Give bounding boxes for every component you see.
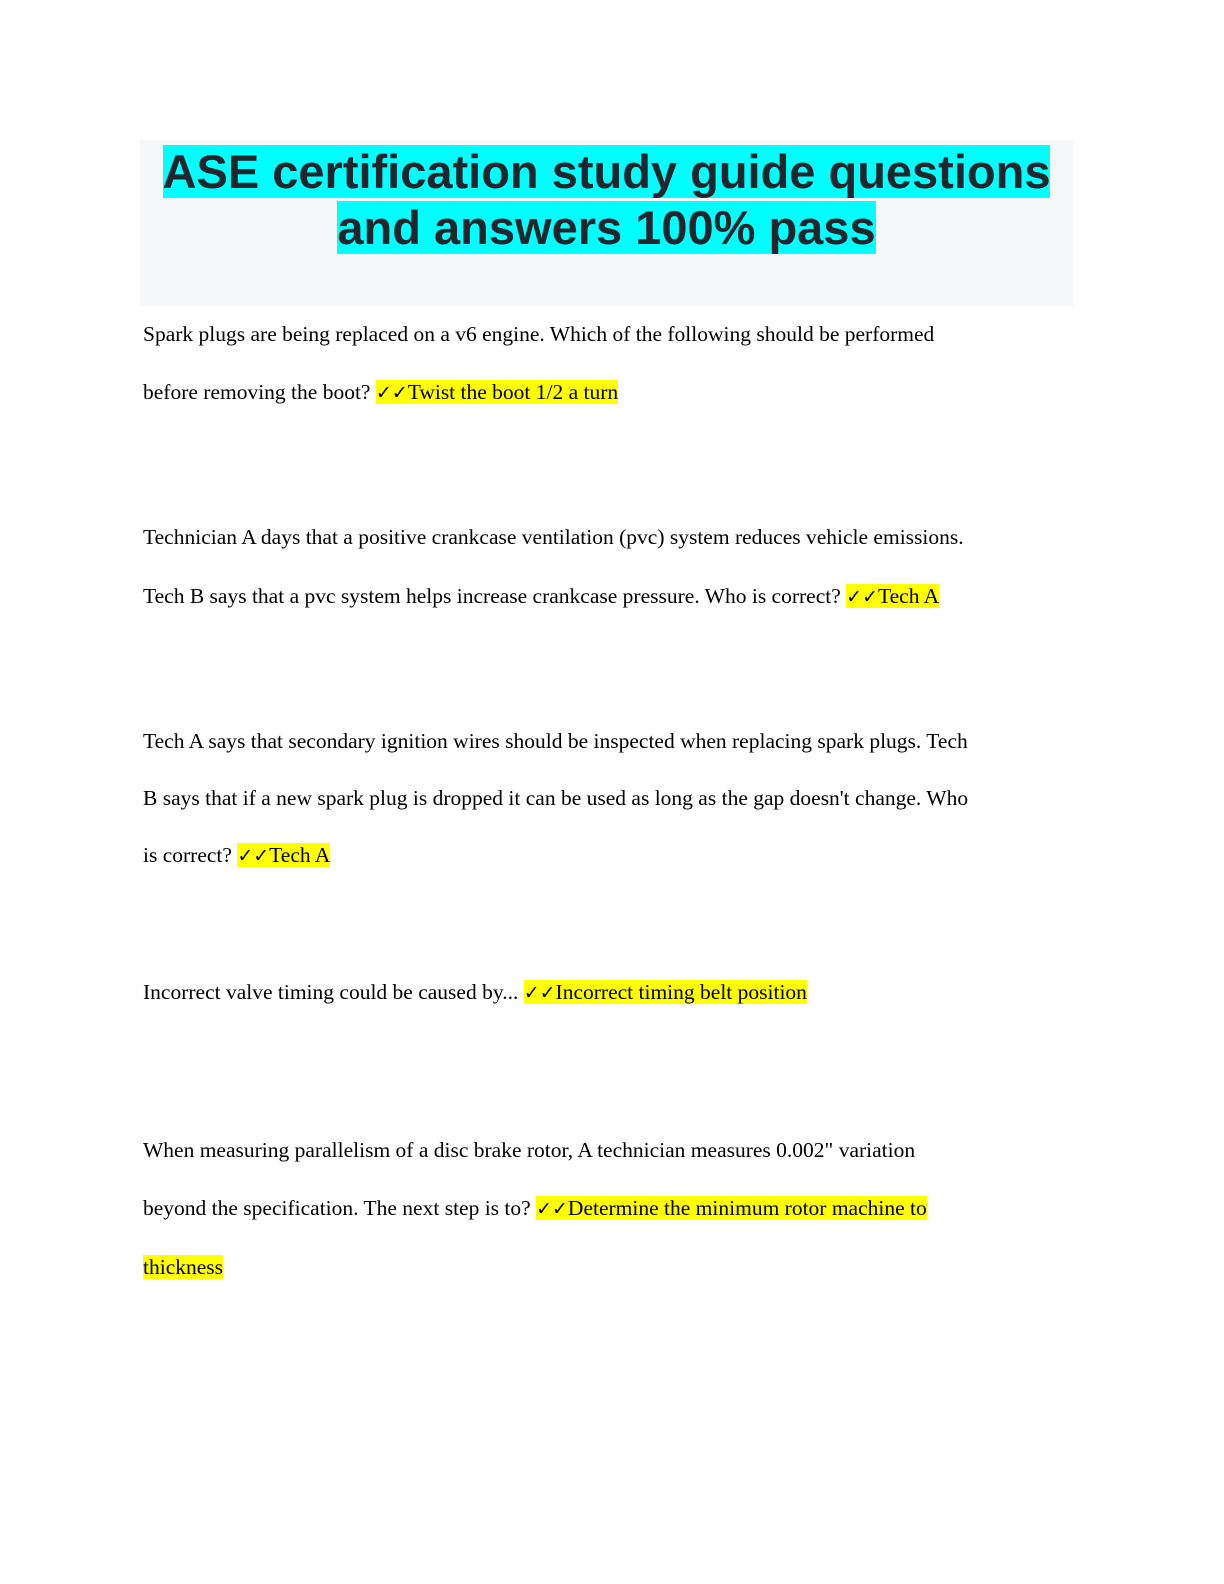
qa-item-5 <box>143 1121 1073 1296</box>
answer-highlight <box>376 380 618 404</box>
answer-highlight <box>237 843 330 867</box>
answer-text: Twist the boot 1/2 a turn <box>407 380 619 404</box>
answer-highlight <box>524 980 807 1004</box>
title-block <box>140 140 1073 306</box>
question-line: Spark plugs are being replaced on a v6 engine. Which of the following should be performed <box>143 322 935 346</box>
double-check-icon: ✓✓ <box>523 982 556 1004</box>
question-line: Incorrect valve timing could be caused by... ✓✓Incorrect timing belt position <box>143 980 807 1004</box>
answer-highlight <box>846 584 939 608</box>
double-check-icon: ✓✓ <box>846 586 878 608</box>
title-line-2: and answers 100% pass <box>337 201 876 254</box>
answer-highlight: thickness <box>143 1255 224 1279</box>
page-title <box>140 140 1073 256</box>
question-line: is correct? ✓✓Tech A <box>143 843 331 867</box>
question-line: B says that if a new spark plug is dropped it can be used as long as the gap doesn't change. Who <box>143 786 969 810</box>
qa-item-3 <box>143 713 1073 885</box>
question-line: before removing the boot? ✓✓Twist the boot 1/2 a turn <box>143 380 619 404</box>
answer-text: Incorrect timing belt position <box>555 980 807 1004</box>
question-line: Technician A days that a positive crankcase ventilation (pvc) system reduces vehicle emissions. <box>143 525 964 549</box>
answer-highlight <box>536 1196 927 1220</box>
answer-text: Tech A <box>269 843 331 867</box>
question-line: beyond the specification. The next step is to? ✓✓Determine the minimum rotor machine to <box>143 1196 927 1220</box>
answer-text: Determine the minimum rotor machine to <box>567 1196 927 1220</box>
answer-text: Tech A <box>878 584 940 608</box>
answer-continuation-line <box>143 1238 1073 1296</box>
title-line-1: ASE certification study guide questions <box>162 145 1051 198</box>
qa-item-4 <box>143 975 1073 1010</box>
question-line: Tech A says that secondary ignition wires should be inspected when replacing spark plugs. Tech <box>143 729 968 753</box>
double-check-icon: ✓✓ <box>237 845 270 867</box>
double-check-icon: ✓✓ <box>536 1198 568 1220</box>
qa-item-1 <box>143 305 1073 422</box>
question-line: Tech B says that a pvc system helps increase crankcase pressure. Who is correct? ✓✓Tech A <box>143 584 940 608</box>
qa-item-2 <box>143 508 1073 627</box>
question-line: When measuring parallelism of a disc brake rotor, A technician measures 0.002" variation <box>143 1138 916 1162</box>
double-check-icon: ✓✓ <box>375 382 408 404</box>
